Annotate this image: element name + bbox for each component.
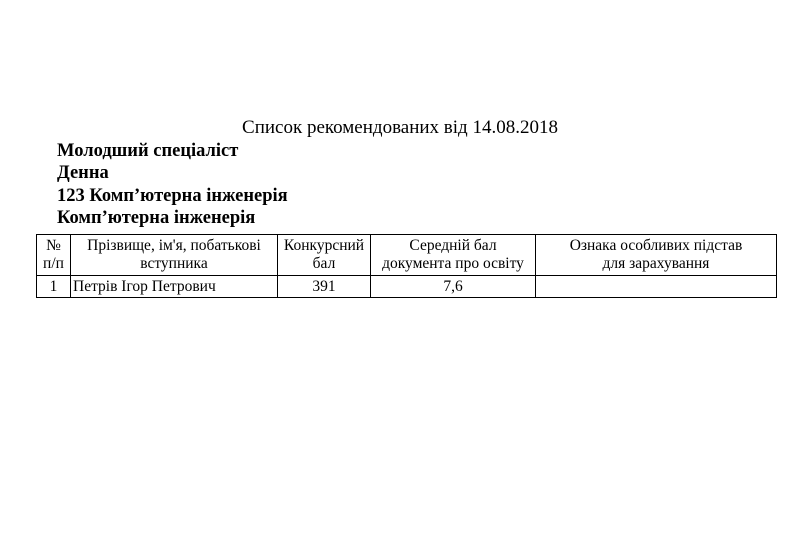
column-header-average-line1: Середній бал <box>409 237 497 254</box>
column-header-number <box>37 235 71 276</box>
column-header-average <box>371 235 536 276</box>
heading-study-form: Денна <box>57 163 109 183</box>
column-header-number-line1: № <box>46 237 61 254</box>
recommended-list-table <box>36 234 777 298</box>
table-header-row <box>37 235 777 276</box>
cell-average: 7,6 <box>371 276 536 298</box>
heading-program: Комп’ютерна інженерія <box>57 208 256 228</box>
cell-number: 1 <box>37 276 71 298</box>
column-header-special-grounds <box>536 235 777 276</box>
column-header-average-line2: документа про освіту <box>382 255 524 272</box>
column-header-name-line1: Прізвище, ім'я, побатькові <box>87 237 261 254</box>
heading-degree: Молодший спеціаліст <box>57 141 239 161</box>
cell-special-grounds <box>536 276 777 298</box>
column-header-special-grounds-line2: для зарахування <box>602 255 710 272</box>
cell-name: Петрів Ігор Петрович <box>71 276 278 298</box>
column-header-score-line2: бал <box>312 255 336 272</box>
column-header-name <box>71 235 278 276</box>
cell-score: 391 <box>278 276 371 298</box>
column-header-name-line2: вступника <box>140 255 208 272</box>
document-title: Список рекомендованих від 14.08.2018 <box>242 117 558 138</box>
column-header-score <box>278 235 371 276</box>
heading-specialty: 123 Комп’ютерна інженерія <box>57 186 288 206</box>
table-row <box>37 276 777 298</box>
column-header-special-grounds-line1: Ознака особливих підстав <box>569 237 743 254</box>
column-header-number-line2: п/п <box>43 255 64 272</box>
column-header-score-line1: Конкурсний <box>283 237 365 254</box>
